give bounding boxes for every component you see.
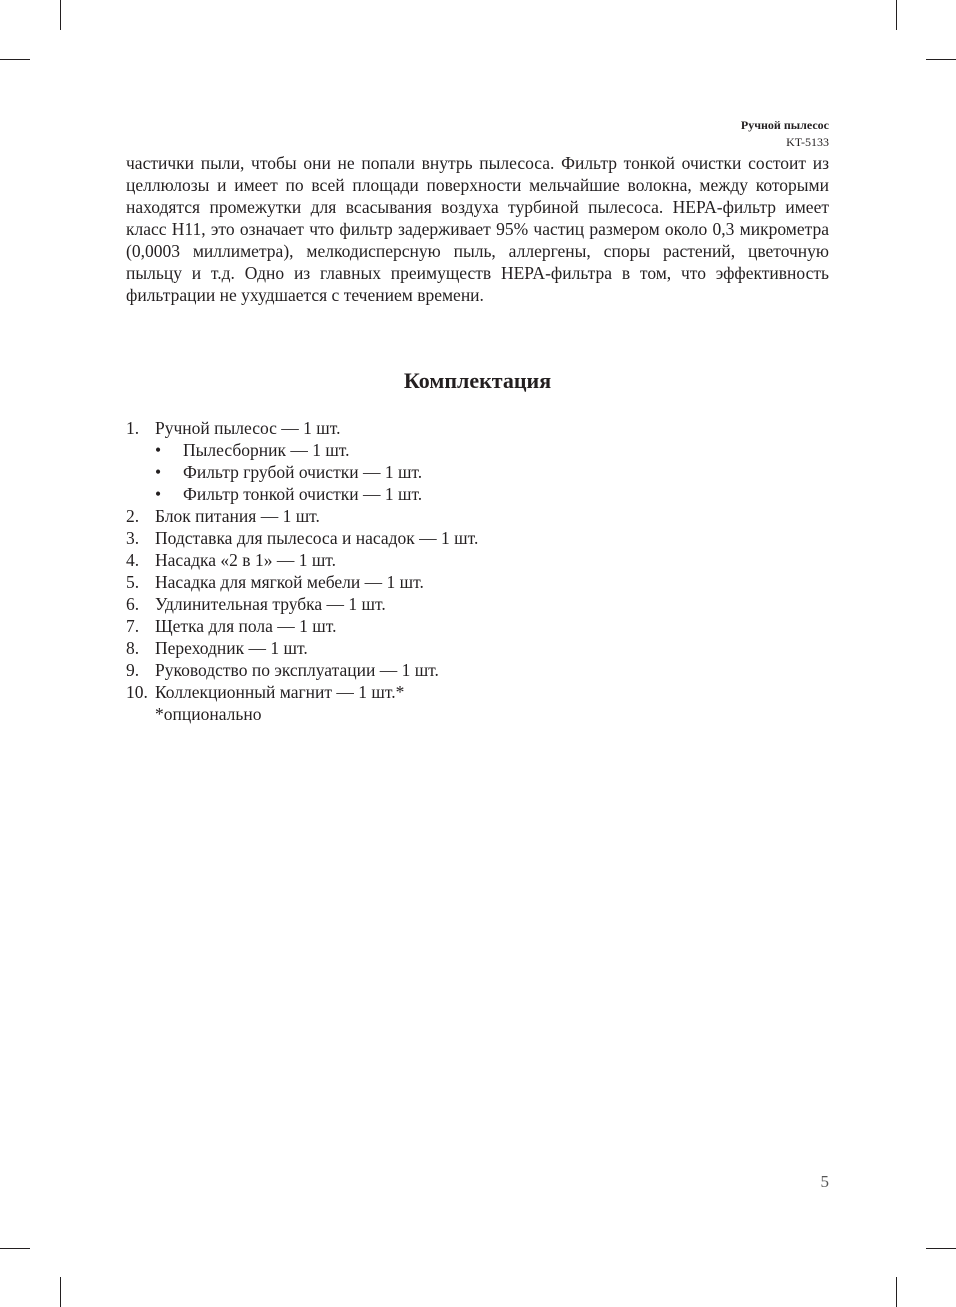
crop-mark xyxy=(896,0,897,30)
list-item-text: Подставка для пылесоса и насадок — 1 шт. xyxy=(155,528,479,548)
bullet-icon: • xyxy=(155,484,162,504)
list-item xyxy=(126,549,726,571)
list-item xyxy=(126,659,726,681)
footnote: *опционально xyxy=(155,704,262,724)
list-item-text: Руководство по эксплуатации — 1 шт. xyxy=(155,660,439,680)
list-item-number: 8. xyxy=(126,638,140,658)
list-item-text: Щетка для пола — 1 шт. xyxy=(155,616,337,636)
crop-mark xyxy=(60,0,61,30)
list-item-number: 7. xyxy=(126,616,140,636)
crop-mark xyxy=(60,1277,61,1307)
list-item xyxy=(126,571,726,593)
list-item xyxy=(126,505,726,527)
contents-list xyxy=(126,417,726,725)
list-item xyxy=(126,681,726,703)
list-item-text: Блок питания — 1 шт. xyxy=(155,506,320,526)
list-item xyxy=(126,417,726,439)
header-product: Ручной пылесос xyxy=(740,118,829,132)
list-item-number: 1. xyxy=(126,418,140,438)
crop-mark xyxy=(0,1248,30,1249)
sub-list-item-text: Пылесборник — 1 шт. xyxy=(183,440,350,460)
page-number: 5 xyxy=(820,1172,829,1191)
list-item-text: Удлинительная трубка — 1 шт. xyxy=(155,594,386,614)
bullet-icon: • xyxy=(155,440,162,460)
crop-mark xyxy=(0,59,30,60)
crop-mark xyxy=(896,1277,897,1307)
intro-paragraph: частички пыли, чтобы они не попали внутрь пылесоса. Фильтр тонкой очистки состоит из целлюлозы и имеет по всей площади поверхности мельчайшие волокна, между которыми находятся промежутки для всасывания воздуха турбиной пылесоса. HEPA-фильтр имеет класс H11, это означает что фильтр задерживает 95% частиц размером около 0,3 микрометра (0,0003 миллиметра), мелкодисперсную пыль, аллергены, споры растений, цветочную пыльцу и т.д. Одно из главных преимуществ HEPA-фильтра в том, что эффективность фильтрации не ухудшается с течением времени. xyxy=(126,153,829,305)
list-item xyxy=(126,593,726,615)
list-item-number: 10. xyxy=(126,682,148,702)
sub-list-item-text: Фильтр грубой очистки — 1 шт. xyxy=(183,462,423,482)
list-item-text: Коллекционный магнит — 1 шт.* xyxy=(155,682,405,702)
list-item xyxy=(126,637,726,659)
list-item-number: 6. xyxy=(126,594,140,614)
list-item-text: Переходник — 1 шт. xyxy=(155,638,308,658)
header-model: KT-5133 xyxy=(786,135,829,149)
list-item-text: Насадка «2 в 1» — 1 шт. xyxy=(155,550,337,570)
section-title: Комплектация xyxy=(403,368,552,393)
running-header xyxy=(741,117,829,151)
bullet-icon: • xyxy=(155,462,162,482)
list-item-number: 2. xyxy=(126,506,140,526)
list-item-text: Ручной пылесос — 1 шт. xyxy=(155,418,341,438)
sub-list-item xyxy=(126,461,726,483)
sub-list-item-text: Фильтр тонкой очистки — 1 шт. xyxy=(183,484,423,504)
list-item-number: 9. xyxy=(126,660,140,680)
list-item xyxy=(126,615,726,637)
list-item xyxy=(126,527,726,549)
list-item-number: 4. xyxy=(126,550,140,570)
crop-mark xyxy=(926,59,956,60)
crop-mark xyxy=(926,1248,956,1249)
list-item-number: 3. xyxy=(126,528,140,548)
sub-list-item xyxy=(126,483,726,505)
list-item-text: Насадка для мягкой мебели — 1 шт. xyxy=(155,572,424,592)
list-item-number: 5. xyxy=(126,572,140,592)
sub-list-item xyxy=(126,439,726,461)
